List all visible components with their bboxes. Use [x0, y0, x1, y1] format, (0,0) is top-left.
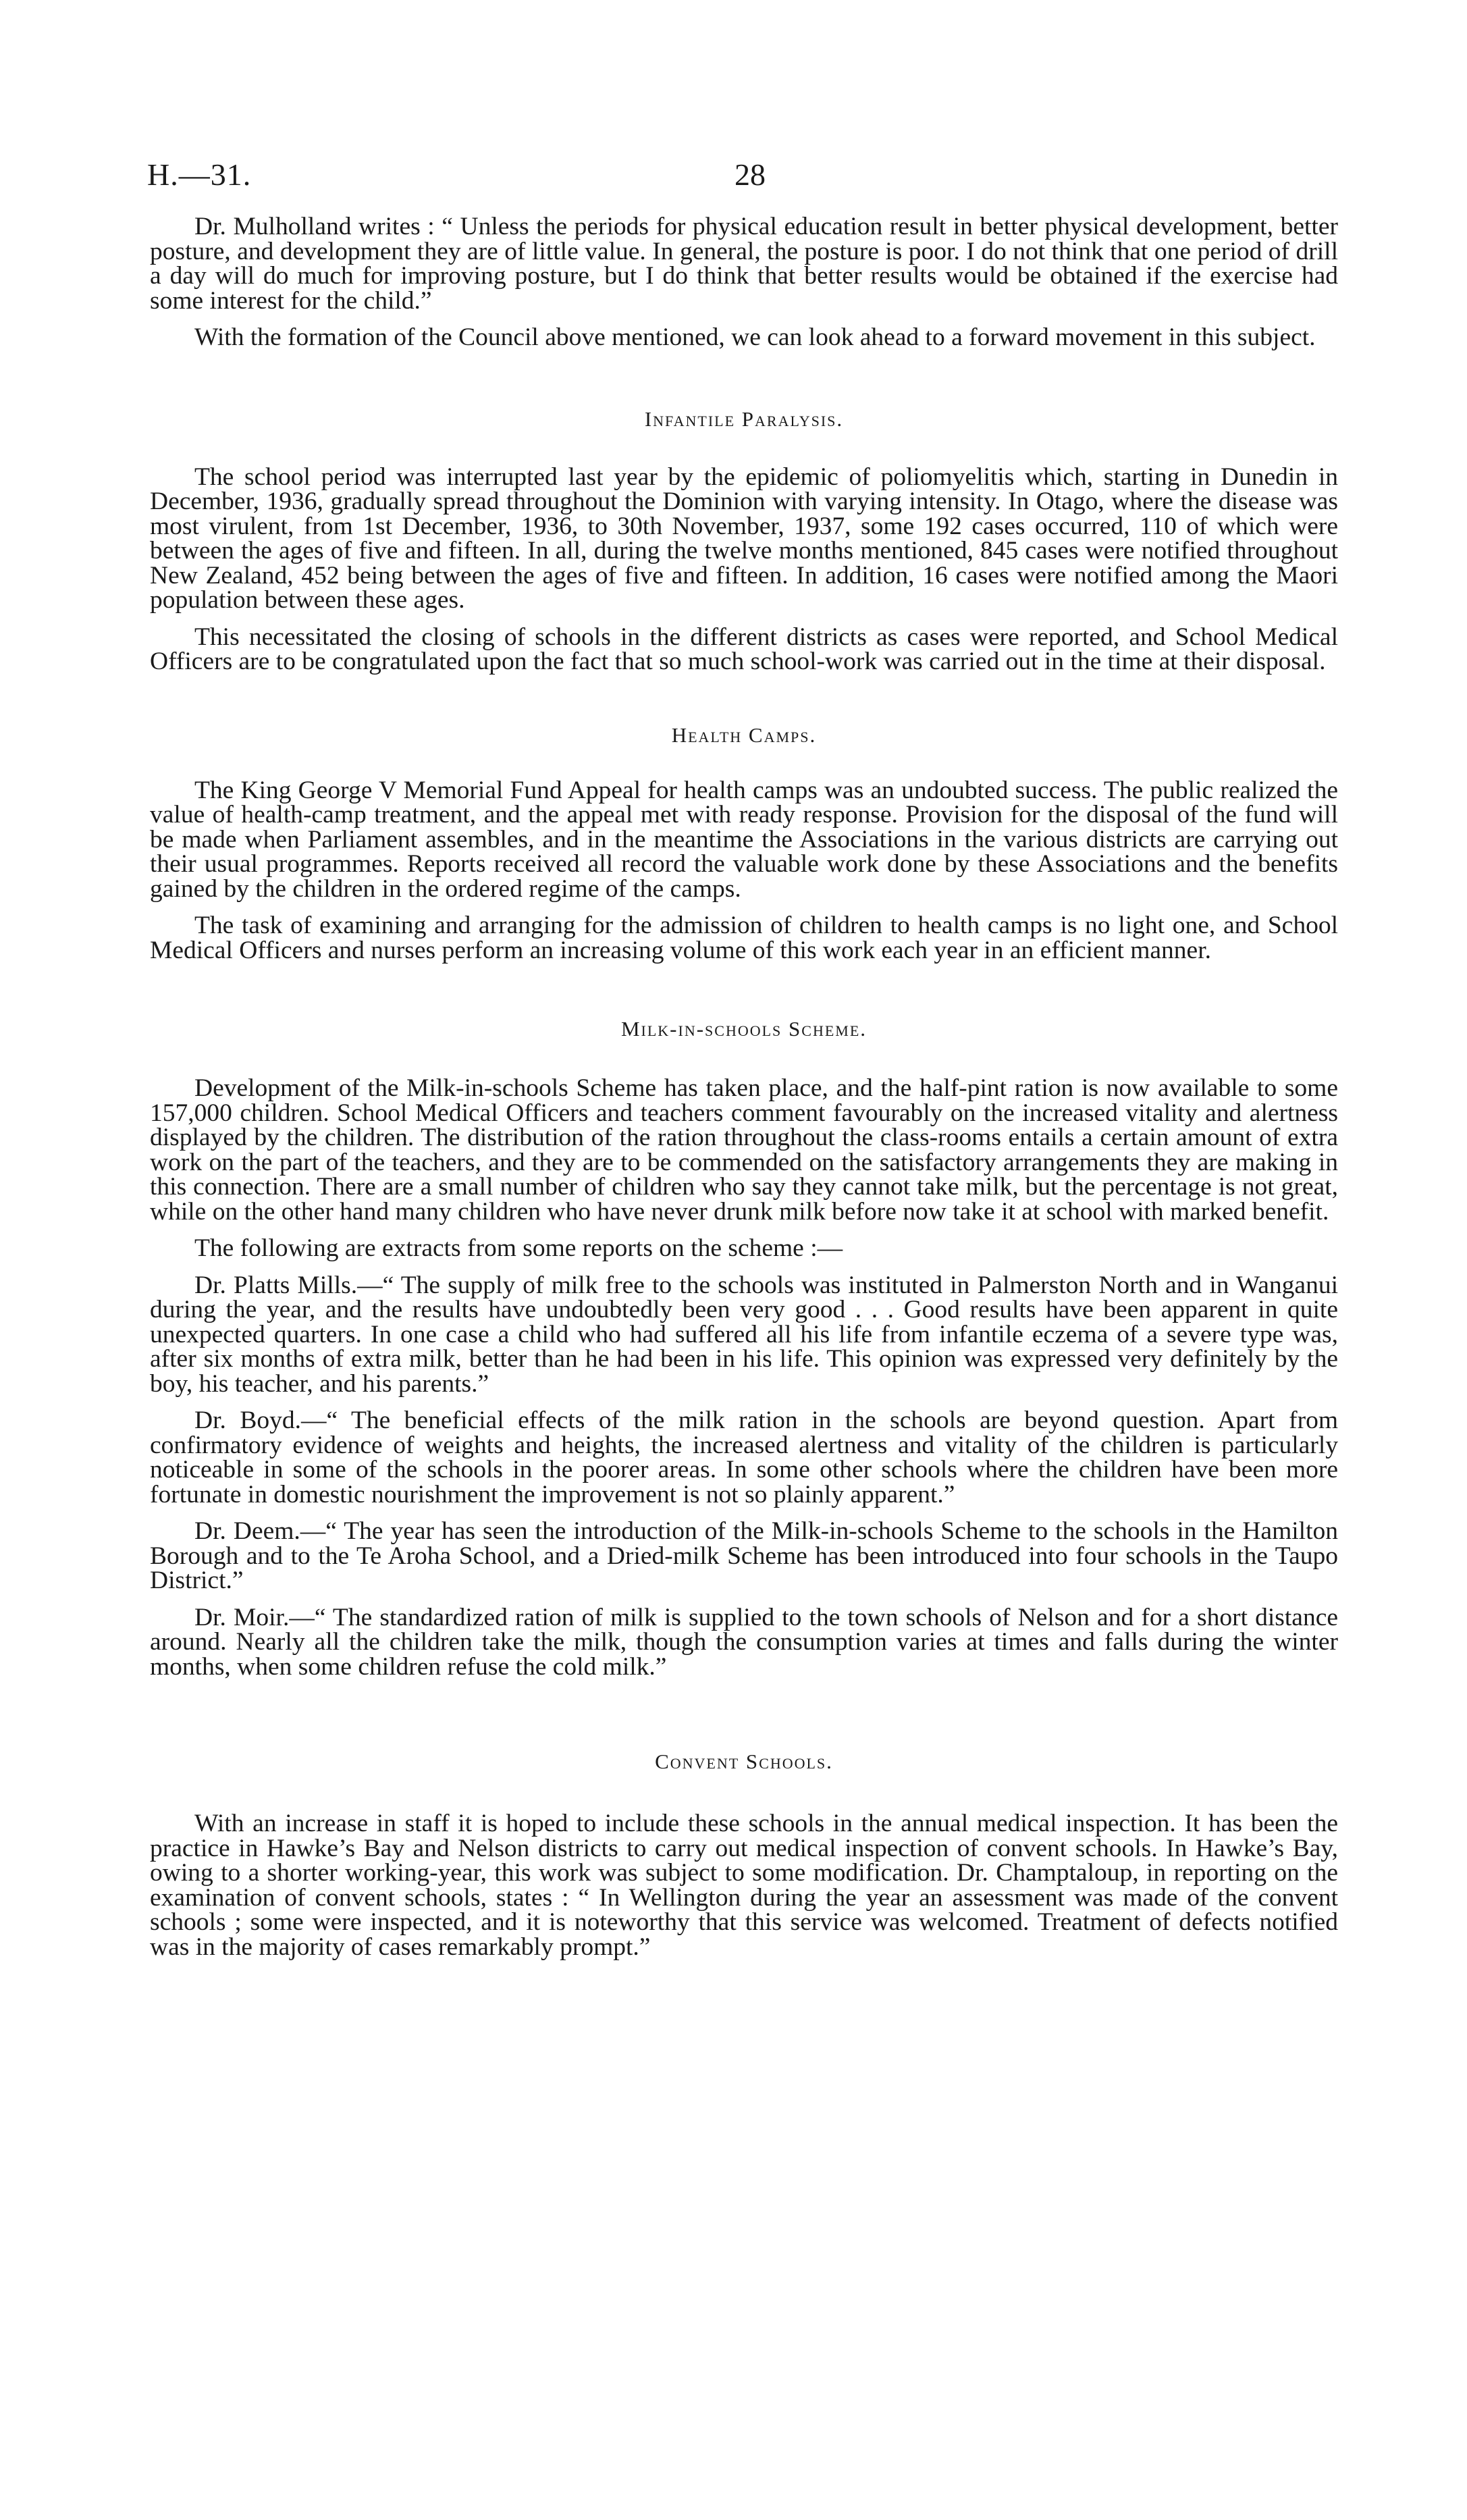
section-heading: Convent Schools.	[655, 1750, 833, 1773]
paragraph: Dr. Boyd.—“ The beneficial effects of the milk ration in the schools are beyond question. Apart from confirmatory evidence of weights and heights, the increased alertness and vitality of the children is particularly noticeable in some of the schools in the poorer areas. In some other schools where the children have been more fortunate in domestic nourishment the improvement is not so plainly apparent.”	[150, 1407, 1338, 1508]
paragraph: This necessitated the closing of schools in the different districts as cases were reported, and School Medical Officers are to be congratulated upon the fact that so much school-work was carried out in the time at their disposal.	[150, 623, 1338, 675]
intro-section	[150, 215, 1338, 350]
page-header	[147, 157, 1335, 204]
paragraph: Development of the Milk-in-schools Scheme has taken place, and the half-pint ration is now available to some 157,000 children. School Medical Officers and teachers comment favourably on the increased vitality and alertness displayed by the children. The distribution of the ration throughout the class-rooms entails a certain amount of extra work on the part of the teachers, and they are to be commended on the satisfactory arrangements they are making in this connection. There are a small number of children who say they cannot take milk, but the percentage is not great, while on the other hand many children who have never drunk milk before now take it at school with marked benefit.	[150, 1074, 1338, 1226]
section-heading: Milk-in-schools Scheme.	[620, 1017, 868, 1041]
paragraph: Dr. Platts Mills.—“ The supply of milk free to the schools was instituted in Palmerston North and in Wanganui during the year, and the results have undoubtedly been very good . . . Good results have been apparent in quite unexpected quarters. In one case a child who had suffered all his life from infantile eczema of a severe type was, after six months of extra milk, better than he had been in his life. This opinion was expressed very definitely by the boy, his teacher, and his parents.”	[150, 1271, 1338, 1398]
page-number: 28	[735, 157, 766, 192]
paragraph: Dr. Moir.—“ The standardized ration of milk is supplied to the town schools of Nelson and for a short distance around. Nearly all the children take the milk, though the consumption varies at times and falls during the winter months, when some children refuse the cold milk.”	[150, 1603, 1338, 1681]
document-reference: H.—31.	[147, 157, 252, 192]
section-heading: Health Camps.	[671, 723, 817, 747]
paragraph: With an increase in staff it is hoped to include these schools in the annual medical inspection. It has been the practice in Hawke’s Bay and Nelson districts to carry out medical inspection of convent schools. In Hawke’s Bay, owing to a shorter working-year, this work was subject to some modification. Dr. Champtaloup, in reporting on the examination of convent schools, states : “ In Wellington during the year an assessment was made of the convent schools ; some were inspected, and it is noteworthy that this service was welcomed. Treatment of defects notified was in the majority of cases remarkably prompt.”	[150, 1810, 1338, 1961]
page-body	[150, 215, 1338, 1960]
section-infantile-paralysis	[150, 407, 1338, 675]
paragraph: Dr. Deem.—“ The year has seen the introduction of the Milk-in-schools Scheme to the schools in the Hamilton Borough and to the Te Aroha School, and a Dried-milk Scheme has been introduced into four schools in the Taupo District.”	[150, 1517, 1338, 1594]
paragraph: The following are extracts from some reports on the scheme :—	[194, 1234, 843, 1262]
paragraph: The King George V Memorial Fund Appeal for health camps was an undoubted success. The public realized the value of health-camp treatment, and the appeal met with ready response. Provision for the disposal of the fund will be made when Parliament assembles, and in the meantime the Associations in the various districts are carrying out their usual programmes. Reports received all record the valuable work done by these Associations and the benefits gained by the children in the ordered regime of the camps.	[150, 776, 1338, 903]
paragraph: With the formation of the Council above mentioned, we can look ahead to a forward movement in this subject.	[194, 323, 1316, 351]
section-milk-in-schools	[150, 1017, 1338, 1679]
paragraph: The task of examining and arranging for the admission of children to health camps is no light one, and School Medical Officers and nurses perform an increasing volume of this work each year in an efficient manner.	[150, 912, 1338, 964]
paragraph: Dr. Mulholland writes : “ Unless the periods for physical education result in better physical development, better posture, and development they are of little value. In general, the posture is poor. I do not think that one period of drill a day will do much for improving posture, but I do think that better results would be obtained if the exercise had some interest for the child.”	[150, 213, 1338, 315]
paragraph: The school period was interrupted last year by the epidemic of poliomyelitis which, starting in Dunedin in December, 1936, gradually spread throughout the Dominion with varying intensity. In Otago, where the disease was most virulent, from 1st December, 1936, to 30th November, 1937, some 192 cases occurred, 110 of which were between the ages of five and fifteen. In all, during the twelve months mentioned, 845 cases were notified throughout New Zealand, 452 being between the ages of five and fifteen. In addition, 16 cases were notified among the Maori population between these ages.	[150, 463, 1338, 614]
section-health-camps	[150, 723, 1338, 964]
section-heading: Infantile Paralysis.	[644, 406, 844, 431]
section-convent-schools	[150, 1750, 1338, 1960]
